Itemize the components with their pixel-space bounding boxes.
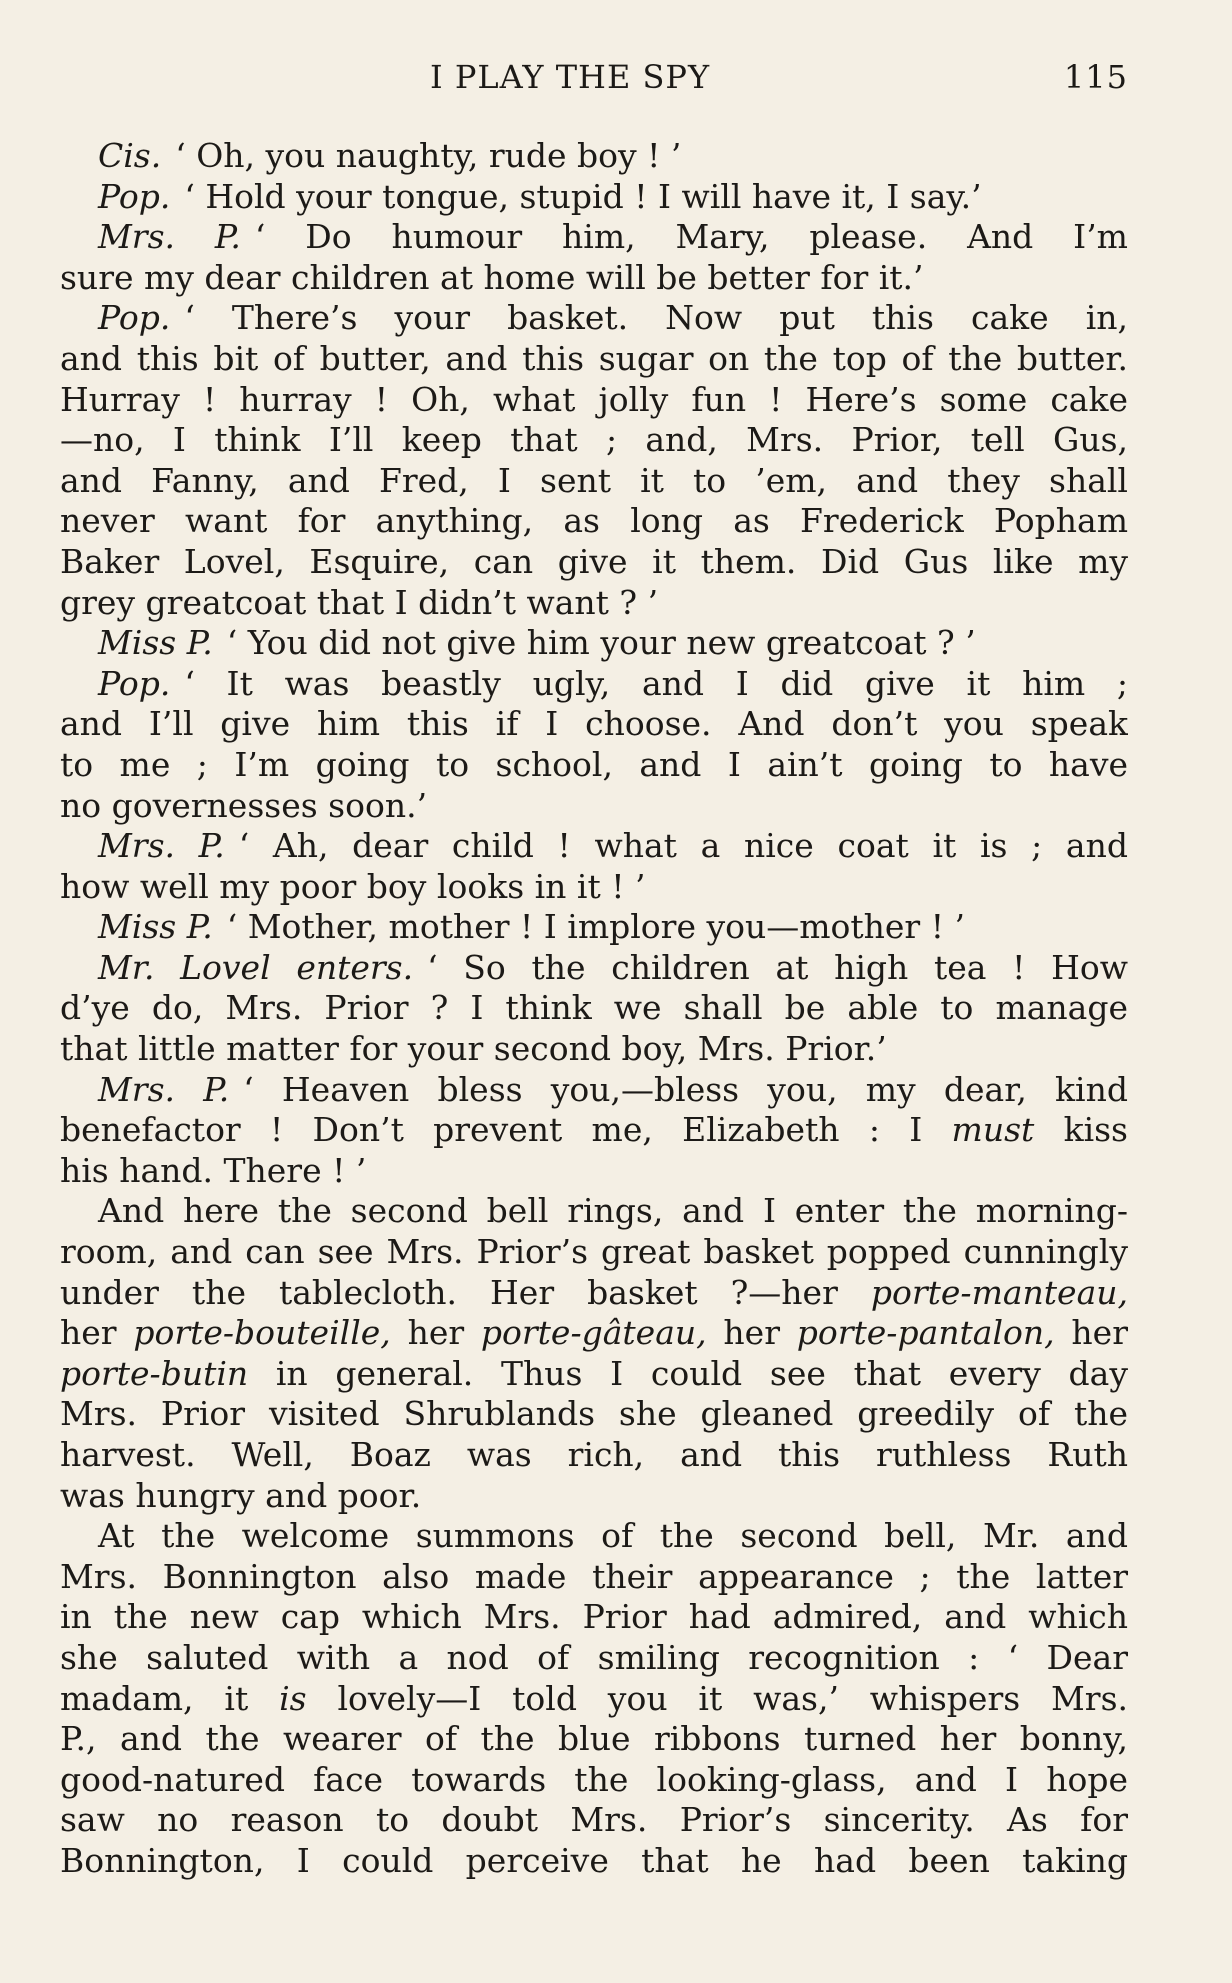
line-text: how well my poor boy looks in it ! ’ xyxy=(60,866,646,906)
line-text: ‘ There’s your basket. Now put this cake in, xyxy=(184,298,1128,338)
line-text: ‘ Oh, you naughty, rude boy ! ’ xyxy=(175,136,682,175)
text-line xyxy=(60,501,1128,542)
line-text: and this bit of butter, and this sugar on the top of the butter. xyxy=(60,338,1128,378)
line-text: Mrs. Prior visited Shrublands she gleaned greedily of the xyxy=(60,1394,1128,1434)
speaker-name: Pop. xyxy=(98,663,171,703)
line-text: ‘ So the children at high tea ! How xyxy=(427,947,1128,987)
text-line xyxy=(60,258,1128,299)
text-line xyxy=(60,1638,1128,1679)
line-text: Baker Lovel, Esquire, can give it them. Did Gus like my xyxy=(60,541,1128,581)
line-text: good-natured face towards the looking-glass, and I hope xyxy=(60,1759,1128,1799)
text-line xyxy=(60,461,1128,502)
text-line xyxy=(60,1435,1128,1476)
text-line xyxy=(60,177,1128,218)
line-text: her xyxy=(390,1313,481,1353)
line-text: her xyxy=(60,1313,134,1353)
line-text: P., and the wearer of the blue ribbons turned her bonny, xyxy=(60,1719,1128,1759)
line-text: kiss xyxy=(1034,1110,1128,1150)
line-text: —no, I think I’ll keep that ; and, Mrs. Prior, tell Gus, xyxy=(60,420,1128,460)
speaker-name: Mrs. P. xyxy=(98,826,225,866)
text-line xyxy=(60,217,1128,258)
speaker-name: Mrs. P. xyxy=(98,1069,230,1109)
line-text: grey greatcoat that I didn’t want ? ’ xyxy=(60,582,659,622)
speaker-name: Mr. Lovel enters. xyxy=(98,947,414,987)
text-line xyxy=(60,1232,1128,1273)
line-text: her xyxy=(706,1313,797,1353)
page-number: 115 xyxy=(1063,58,1128,96)
line-text: and I’ll give him this if I choose. And don’t you speak xyxy=(60,704,1128,744)
line-text: benefactor ! Don’t prevent me, Elizabeth : I xyxy=(60,1110,952,1150)
text-line xyxy=(60,1557,1128,1598)
italic-text: is xyxy=(279,1678,307,1718)
speaker-name: Pop. xyxy=(98,176,171,216)
line-text: ‘ Hold your tongue, stupid ! I will have it, I say.’ xyxy=(184,176,982,216)
text-line xyxy=(60,704,1128,745)
speaker-name: Miss P. xyxy=(98,623,213,663)
text-line xyxy=(60,1760,1128,1801)
line-text: Bonnington, I could perceive that he had been taking xyxy=(60,1840,1128,1880)
text-line xyxy=(60,1679,1128,1720)
text-line xyxy=(60,1800,1128,1841)
text-line xyxy=(60,1029,1128,1070)
line-text: no governesses soon.’ xyxy=(60,785,428,825)
speaker-name: Cis. xyxy=(98,136,162,175)
text-line xyxy=(60,1597,1128,1638)
italic-text: porte-manteau, xyxy=(870,1272,1128,1312)
text-line xyxy=(60,420,1128,461)
text-line xyxy=(60,298,1128,339)
line-text: saw no reason to doubt Mrs. Prior’s sincerity. As for xyxy=(60,1800,1128,1840)
speaker-name: Mrs. P. xyxy=(98,217,241,257)
text-line xyxy=(60,1516,1128,1557)
page-body xyxy=(60,136,1128,1882)
line-text: her xyxy=(1054,1313,1128,1353)
line-text: lovely—I told you it was,’ whispers Mrs. xyxy=(306,1678,1128,1718)
text-line xyxy=(60,1070,1128,1111)
line-text: And here the second bell rings, and I enter the morning- xyxy=(98,1191,1128,1231)
text-line xyxy=(60,664,1128,705)
text-line xyxy=(60,1719,1128,1760)
text-line xyxy=(60,1841,1128,1882)
line-text: his hand. There ! ’ xyxy=(60,1150,367,1190)
text-line xyxy=(60,339,1128,380)
text-line xyxy=(60,907,1128,948)
text-line xyxy=(60,583,1128,624)
text-line xyxy=(60,623,1128,664)
line-text: that little matter for your second boy, Mrs. Prior.’ xyxy=(60,1029,887,1069)
text-line xyxy=(60,1476,1128,1517)
text-line xyxy=(60,948,1128,989)
text-line xyxy=(60,826,1128,867)
line-text: in general. Thus I could see that every day xyxy=(248,1353,1128,1393)
line-text: was hungry and poor. xyxy=(60,1475,422,1515)
line-text: Hurray ! hurray ! Oh, what jolly fun ! Here’s some cake xyxy=(60,379,1128,419)
text-line xyxy=(60,786,1128,827)
line-text: ‘ Do humour him, Mary, please. And I’m xyxy=(254,217,1128,257)
line-text: she saluted with a nod of smiling recognition : ‘ Dear xyxy=(60,1637,1128,1677)
text-line xyxy=(60,1110,1128,1151)
text-line xyxy=(60,1394,1128,1435)
line-text: in the new cap which Mrs. Prior had admired, and which xyxy=(60,1597,1128,1637)
italic-text: must xyxy=(951,1110,1035,1150)
text-line xyxy=(60,1191,1128,1232)
text-line xyxy=(60,542,1128,583)
line-text: d’ye do, Mrs. Prior ? I think we shall be able to manage xyxy=(60,988,1128,1028)
line-text: ‘ You did not give him your new greatcoat ? ’ xyxy=(226,623,976,663)
speaker-name: Miss P. xyxy=(98,907,213,947)
line-text: and Fanny, and Fred, I sent it to ’em, and they shall xyxy=(60,460,1128,500)
line-text: harvest. Well, Boaz was rich, and this ruthless Ruth xyxy=(60,1435,1128,1474)
text-line xyxy=(60,867,1128,908)
italic-text: porte-gâteau, xyxy=(480,1313,707,1353)
text-line xyxy=(60,1151,1128,1192)
italic-text: porte-bouteille, xyxy=(133,1313,391,1353)
speaker-name: Pop. xyxy=(98,298,171,338)
italic-text: porte-butin xyxy=(60,1353,249,1393)
line-text: ‘ Mother, mother ! I implore you—mother ! ’ xyxy=(226,907,965,947)
line-text: At the welcome summons of the second bell, Mr. and xyxy=(98,1516,1128,1556)
text-line xyxy=(60,136,1128,177)
line-text: Mrs. Bonnington also made their appearance ; the latter xyxy=(60,1556,1128,1596)
text-line xyxy=(60,988,1128,1029)
line-text: room, and can see Mrs. Prior’s great basket popped cunningly xyxy=(60,1232,1128,1272)
line-text: ‘ It was beastly ugly, and I did give it him ; xyxy=(184,663,1128,703)
line-text: ‘ Ah, dear child ! what a nice coat it is ; and xyxy=(238,826,1128,866)
running-header xyxy=(60,58,1128,102)
text-line xyxy=(60,1313,1128,1354)
line-text: never want for anything, as long as Frederick Popham xyxy=(60,501,1128,541)
line-text: madam, it xyxy=(60,1678,280,1718)
line-text: sure my dear children at home will be better for it.’ xyxy=(60,257,924,297)
text-line xyxy=(60,745,1128,786)
text-line xyxy=(60,1273,1128,1314)
text-line xyxy=(60,1354,1128,1395)
text-line xyxy=(60,380,1128,421)
italic-text: porte-pantalon, xyxy=(796,1313,1055,1353)
line-text: ‘ Heaven bless you,—bless you, my dear, kind xyxy=(243,1069,1128,1109)
chapter-title: I PLAY THE SPY xyxy=(430,58,711,96)
line-text: to me ; I’m going to school, and I ain’t going to have xyxy=(60,744,1128,784)
line-text: under the tablecloth. Her basket ?—her xyxy=(60,1272,871,1312)
